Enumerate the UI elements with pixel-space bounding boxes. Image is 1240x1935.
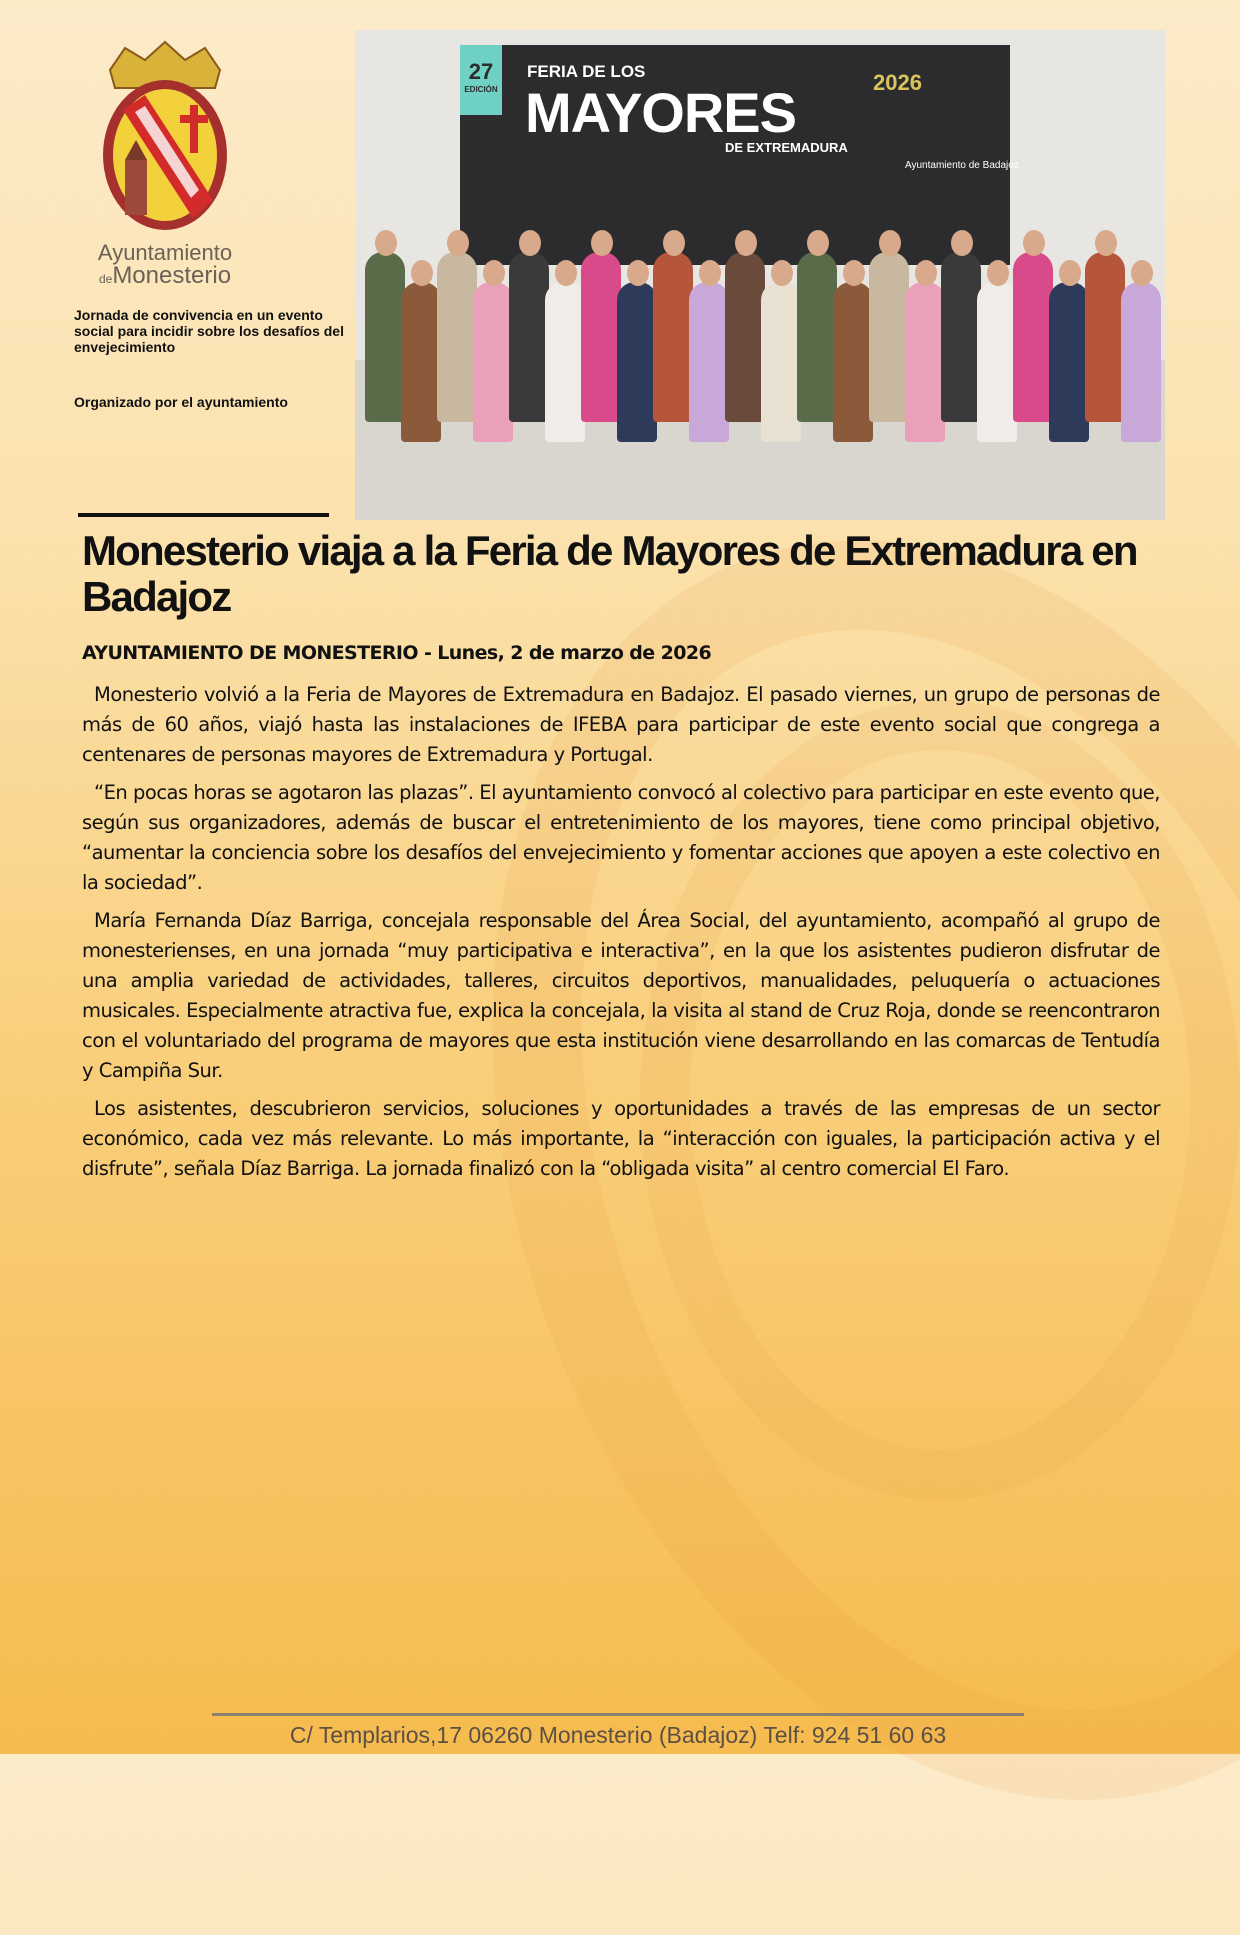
person-head [1131,260,1153,286]
person-head [591,230,613,256]
person-head [555,260,577,286]
banner-text: DE EXTREMADURA [725,140,848,155]
logo-line1: Ayuntamiento [97,240,233,265]
person-head [771,260,793,286]
person-head [1059,260,1081,286]
article-byline: AYUNTAMIENTO DE MONESTERIO - Lunes, 2 de marzo de 2026 [82,642,712,664]
paragraph: “En pocas horas se agotaron las plazas”. El ayuntamiento convocó al colectivo para participar en este evento que, según sus organizadores, además de buscar el entretenimiento de los mayores, tiene como principal objetivo, “aumentar la conciencia sobre los desafíos del envejecimiento y fomentar acciones que apoyen a este colectivo en la sociedad”. [82,781,1160,894]
person-figure [617,282,657,442]
person-figure [689,282,729,442]
person-head [699,260,721,286]
person-figure [833,282,873,442]
person-head [1023,230,1045,256]
person-figure [977,282,1017,442]
person-figure [869,252,909,422]
person-head [483,260,505,286]
coat-of-arms-logo [95,40,235,235]
logo-line2: deMonesterio [98,262,232,289]
footer-rule [212,1713,1024,1716]
person-figure [653,252,693,422]
person-figure [437,252,477,422]
group-photo [355,30,1165,520]
banner-sponsor: Ayuntamiento de Badajoz [905,160,1019,171]
person-figure [545,282,585,442]
person-head [627,260,649,286]
person-head [411,260,433,286]
person-figure [509,252,549,422]
banner-title: MAYORES [525,81,797,144]
paragraph: Monesterio volvió a la Feria de Mayores de Extremadura en Badajoz. El pasado viernes, un grupo de personas de más de 60 años, viajó hasta las instalaciones de IFEBA para participar de este evento social que congrega a centenares de personas mayores de Extremadura y Portugal. [82,683,1160,766]
banner-text: FERIA DE LOS [527,62,646,81]
person-head [663,230,685,256]
person-head [951,230,973,256]
person-head [519,230,541,256]
person-figure [905,282,945,442]
person-head [447,230,469,256]
person-figure [1085,252,1125,422]
person-figure [401,282,441,442]
article-title: Monesterio viaja a la Feria de Mayores de Extremadura en Badajoz [82,527,1137,620]
article-body [82,680,1160,1192]
footer-address: C/ Templarios,17 06260 Monesterio (Badajoz) Telf: 924 51 60 63 [289,1722,947,1748]
edition-badge: 27 EDICIÓN [460,45,502,115]
person-figure [365,252,405,422]
organizer-note: Organizado por el ayuntamiento [74,394,288,410]
title-rule [78,513,329,517]
person-head [843,260,865,286]
banner-year: 2026 [873,70,922,95]
person-head [807,230,829,256]
person-figure [473,282,513,442]
person-figure [1049,282,1089,442]
person-figure [725,252,765,422]
person-head [735,230,757,256]
person-figure [581,252,621,422]
person-head [915,260,937,286]
person-head [879,230,901,256]
person-figure [797,252,837,422]
paragraph: Los asistentes, descubrieron servicios, soluciones y oportunidades a través de las empresas de un sector económico, cada vez más relevante. Lo más importante, la “interacción con iguales, la participación activa y el disfrute”, señala Díaz Barriga. La jornada finalizó con la “obligada visita” al centro comercial El Faro. [82,1097,1160,1180]
paragraph: María Fernanda Díaz Barriga, concejala responsable del Área Social, del ayuntamiento, acompañó al grupo de monesterienses, en una jornada “muy participativa e interactiva”, en la que los asistentes pudieron disfrutar de una amplia variedad de actividades, talleres, circuitos deportivos, manualidades, peluquería o actuaciones musicales. Especialmente atractiva fue, explica la concejala, la visita al stand de Cruz Roja, donde se reencontraron con el voluntariado del programa de mayores que esta institución viene desarrollando en las comarcas de Tentudía y Campiña Sur. [82,909,1160,1082]
person-figure [1013,252,1053,422]
person-head [375,230,397,256]
person-head [987,260,1009,286]
person-figure [941,252,981,422]
event-subtitle: Jornada de convivencia en un evento social para incidir sobre los desafíos del envejecimiento [74,307,344,355]
person-figure [1121,282,1161,442]
person-figure [761,282,801,442]
person-head [1095,230,1117,256]
